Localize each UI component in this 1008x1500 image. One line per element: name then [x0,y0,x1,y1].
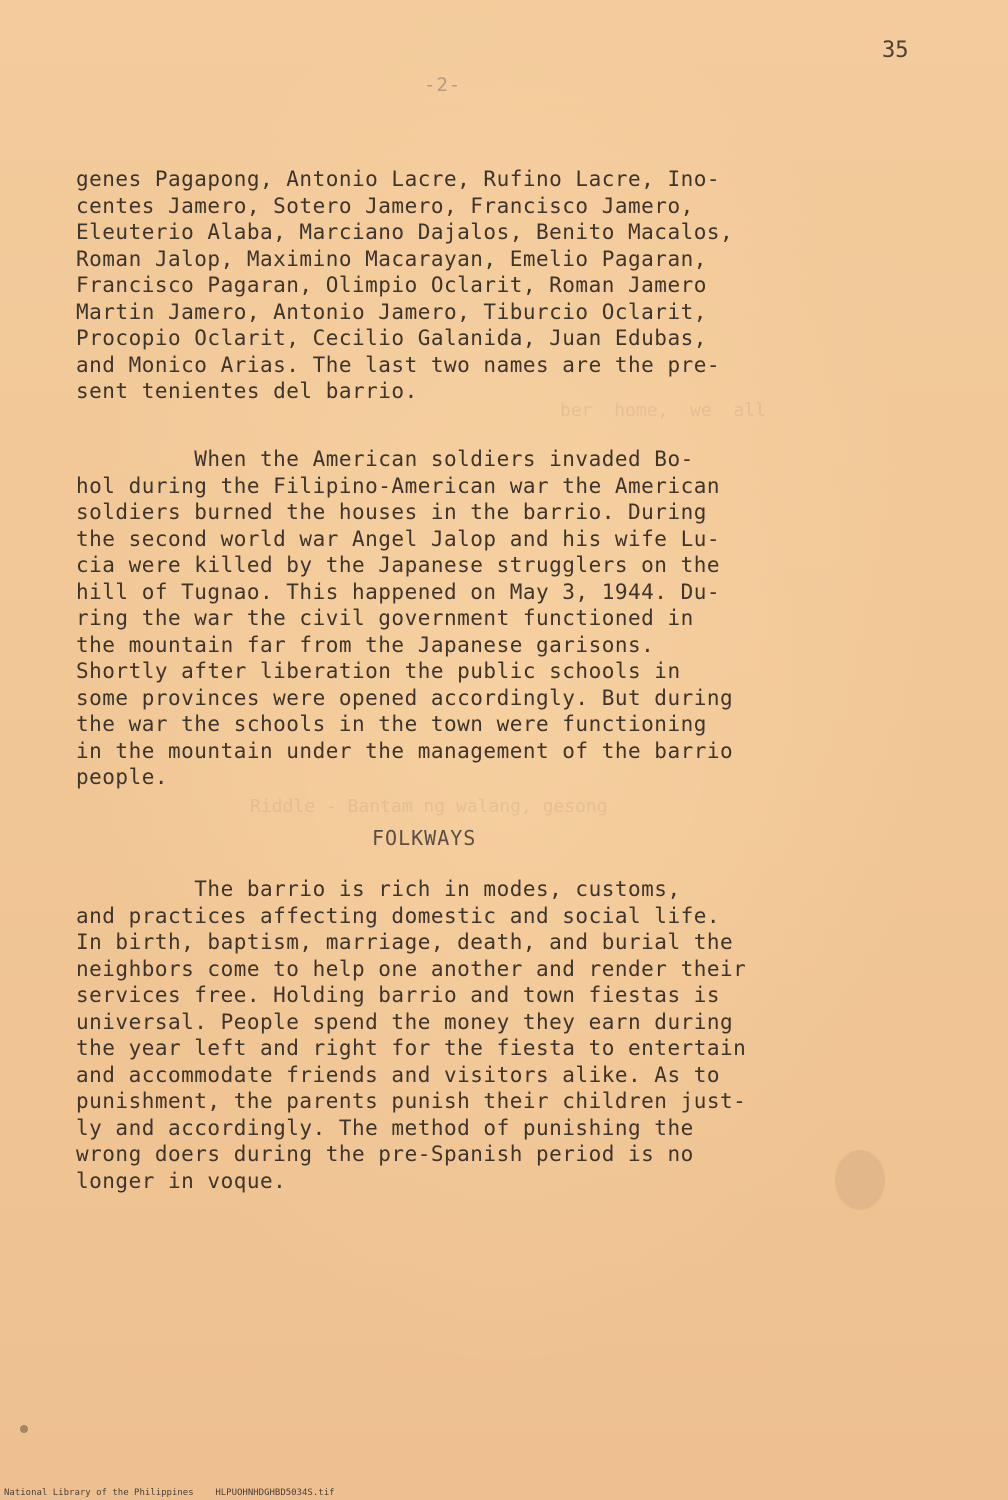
sheet-number: -2- [424,74,462,96]
page-number: 35 [882,38,909,63]
paragraph-names [76,166,836,405]
text-line: Francisco Pagaran, Olimpio Oclarit, Roman Jamero [76,273,707,297]
text-line: people. [76,765,169,789]
text-line: The barrio is rich in modes, customs, [76,877,681,901]
text-line: Shortly after liberation the public schools in [76,659,681,683]
text-line: Eleuterio Alaba, Marciano Dajalos, Benito Macalos, [76,220,734,244]
text-line: soldiers burned the houses in the barrio. During [76,500,707,524]
text-line: universal. People spend the money they earn during [76,1009,734,1034]
text-line: and accommodate friends and visitors alike. As to [76,1062,721,1087]
text-line: ring the war the civil government functioned in [76,606,694,630]
text-line: Roman Jalop, Maximino Macarayan, Emelio Pagaran, [76,246,707,271]
text-line: and Monico Arias. The last two names are the pre- [76,352,721,377]
text-line: ly and accordingly. The method of punishing the [76,1115,694,1140]
text-line: When the American soldiers invaded Bo- [76,447,694,471]
section-heading: FOLKWAYS [372,826,477,850]
show-through-text: Riddle - Bantam ng walang, gesong [250,796,608,817]
text-line: some provinces were opened accordingly. But during [76,685,734,710]
text-line: Martin Jamero, Antonio Jamero, Tiburcio Oclarit, [76,299,707,324]
text-line: and practices affecting domestic and social life. [76,903,721,928]
text-line: wrong doers during the pre-Spanish period is no [76,1142,694,1166]
text-line: centes Jamero, Sotero Jamero, Francisco Jamero, [76,193,694,218]
text-line: cia were killed by the Japanese strugglers on the [76,553,721,577]
scan-footer: National Library of the Philippines HLPUOHNHDGHBD5034S.tif [4,1488,335,1498]
ink-speck [20,1425,28,1433]
text-line: Procopio Oclarit, Cecilio Galanida, Juan Edubas, [76,326,707,350]
text-line: genes Pagapong, Antonio Lacre, Rufino Lacre, Ino- [76,167,721,191]
text-line: punishment, the parents punish their children just- [76,1089,747,1113]
text-line: longer in voque. [76,1168,287,1193]
text-line: services free. Holding barrio and town fiestas is [76,983,721,1007]
text-line: hol during the Filipino-American war the American [76,473,721,498]
show-through-text: ber home, we all [560,400,766,421]
text-line: the second world war Angel Jalop and his wife Lu- [76,526,721,551]
paragraph-folkways [76,876,836,1194]
text-line: hill of Tugnao. This happened on May 3, 1944. Du- [76,579,721,604]
text-line: sent tenientes del barrio. [76,379,418,403]
text-line: in the mountain under the management of the barrio [76,738,734,763]
paragraph-history [76,446,836,791]
text-line: the mountain far from the Japanese garisons. [76,632,655,657]
text-line: the war the schools in the town were functioning [76,712,707,736]
text-line: In birth, baptism, marriage, death, and burial the [76,930,734,954]
text-line: neighbors come to help one another and render their [76,956,747,981]
ink-smudge [835,1150,885,1210]
text-line: the year left and right for the fiesta to entertain [76,1036,747,1060]
